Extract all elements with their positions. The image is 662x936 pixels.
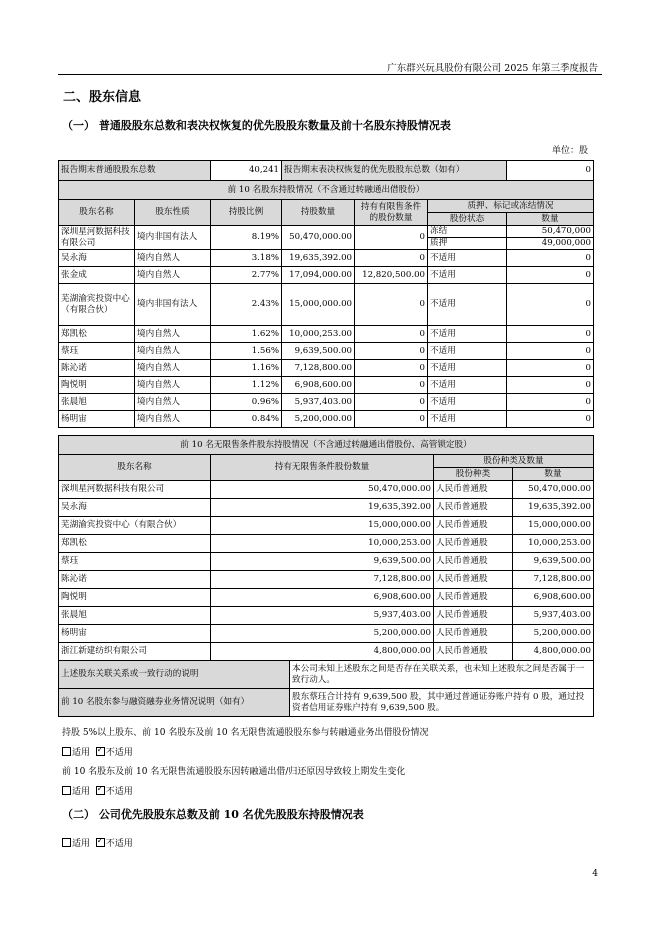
share-status-count: 0 (507, 267, 594, 284)
u-header-type-group: 股份种类及数量 (434, 455, 594, 468)
not-applicable-label: 不适用 (105, 787, 133, 797)
header-name: 股东名称 (59, 200, 135, 226)
share-status: 冻结 (428, 226, 507, 238)
section-title: 二、股东信息 (63, 90, 142, 105)
not-applicable-label: 不适用 (105, 839, 133, 849)
u-type: 人民币普通股 (434, 643, 513, 661)
unrestricted-shareholders-table (58, 435, 594, 717)
shareholder-nature: 境内自然人 (135, 377, 211, 394)
shareholder-ratio: 1.56% (211, 343, 282, 360)
u-qty: 7,128,800.00 (211, 571, 434, 589)
applicable-checkbox[interactable] (62, 838, 71, 847)
shareholder-nature: 境内自然人 (135, 394, 211, 411)
u-qty: 19,635,392.00 (211, 499, 434, 517)
header-ratio: 持股比例 (211, 200, 282, 226)
u-type: 人民币普通股 (434, 589, 513, 607)
summary-value-b: 0 (507, 161, 594, 181)
shareholder-name: 吴永海 (59, 250, 135, 267)
share-status: 不适用 (428, 360, 507, 377)
shareholder-ratio: 2.43% (211, 284, 282, 326)
applicable-checkbox[interactable] (62, 747, 71, 756)
checkbox-row-1 (62, 745, 133, 758)
share-status-count: 0 (507, 284, 594, 326)
u-type: 人民币普通股 (434, 481, 513, 499)
u-qty: 6,908,600.00 (211, 589, 434, 607)
u-header-name: 股东名称 (59, 455, 211, 481)
top10-shareholders-table (58, 160, 594, 428)
shareholder-restricted: 0 (355, 343, 428, 360)
share-status-count: 0 (507, 360, 594, 377)
shareholder-qty: 9,639,500.00 (282, 343, 355, 360)
report-header-title: 广东群兴玩具股份有限公司 2025 年第三季度报告 (387, 63, 598, 74)
u-type: 人民币普通股 (434, 625, 513, 643)
share-status: 不适用 (428, 377, 507, 394)
u-qty: 5,200,000.00 (211, 625, 434, 643)
subsection-title-2: （二） 公司优先股股东总数及前 10 名优先股股东持股情况表 (62, 808, 364, 821)
share-status-count: 0 (507, 377, 594, 394)
u-type: 人民币普通股 (434, 517, 513, 535)
subsection-title-1: （一） 普通股股东总数和表决权恢复的优先股股东数量及前十名股东持股情况表 (62, 119, 451, 132)
note-line-1: 持股 5%以上股东、前 10 名股东及前 10 名无限售流通股股东参与转融通业务出借股份情况 (62, 728, 429, 738)
u-name: 蔡珏 (59, 553, 211, 571)
u-name: 杨明宙 (59, 625, 211, 643)
shareholder-qty: 7,128,800.00 (282, 360, 355, 377)
shareholder-restricted: 0 (355, 394, 428, 411)
u-type: 人民币普通股 (434, 553, 513, 571)
share-status-count: 50,470,000 (507, 226, 594, 238)
u-name: 吴永海 (59, 499, 211, 517)
shareholder-name: 郑凯松 (59, 326, 135, 343)
u-count: 5,200,000.00 (513, 625, 594, 643)
shareholder-ratio: 0.84% (211, 411, 282, 428)
u-qty: 9,639,500.00 (211, 553, 434, 571)
u-count: 6,908,600.00 (513, 589, 594, 607)
shareholder-nature: 境内自然人 (135, 343, 211, 360)
share-status: 不适用 (428, 250, 507, 267)
header-qty: 持股数量 (282, 200, 355, 226)
u-count: 50,470,000.00 (513, 481, 594, 499)
related-text: 本公司未知上述股东之间是否存在关联关系，也未知上述股东之间是否属于一致行动人。 (290, 661, 594, 689)
u-qty: 4,800,000.00 (211, 643, 434, 661)
unit-label: 单位：股 (551, 146, 588, 156)
shareholder-qty: 6,908,600.00 (282, 377, 355, 394)
shareholder-restricted: 0 (355, 360, 428, 377)
not-applicable-checkbox-checked[interactable] (96, 838, 105, 847)
unrestricted-title: 前 10 名无限售条件股东持股情况（不含通过转融通出借股份、高管锁定股） (59, 436, 594, 455)
shareholder-ratio: 0.96% (211, 394, 282, 411)
not-applicable-checkbox-checked[interactable] (96, 747, 105, 756)
summary-label-a: 报告期末普通股股东总数 (59, 161, 211, 181)
u-count: 9,639,500.00 (513, 553, 594, 571)
shareholder-restricted: 0 (355, 284, 428, 326)
applicable-label: 适用 (72, 748, 91, 758)
shareholder-qty: 19,635,392.00 (282, 250, 355, 267)
share-status-count: 0 (507, 343, 594, 360)
u-type: 人民币普通股 (434, 571, 513, 589)
u-count: 10,000,253.00 (513, 535, 594, 553)
summary-label-b: 报告期末表决权恢复的优先股股东总数（如有） (282, 161, 507, 181)
shareholder-nature: 境内非国有法人 (135, 284, 211, 326)
shareholder-ratio: 2.77% (211, 267, 282, 284)
u-name: 深圳星河数据科技有限公司 (59, 481, 211, 499)
margin-text: 股东蔡珏合计持有 9,639,500 股，其中通过普通证券账户持有 0 股，通过投资者信用证券账户持有 9,639,500 股。 (290, 689, 594, 717)
shareholder-ratio: 1.62% (211, 326, 282, 343)
shareholder-name: 杨明宙 (59, 411, 135, 428)
u-qty: 10,000,253.00 (211, 535, 434, 553)
u-qty: 5,937,403.00 (211, 607, 434, 625)
shareholder-name: 陈沁诺 (59, 360, 135, 377)
u-qty: 50,470,000.00 (211, 481, 434, 499)
shareholder-ratio: 1.16% (211, 360, 282, 377)
applicable-label: 适用 (72, 787, 91, 797)
shareholder-ratio: 1.12% (211, 377, 282, 394)
not-applicable-label: 不适用 (105, 748, 133, 758)
share-status: 不适用 (428, 343, 507, 360)
shareholder-qty: 5,937,403.00 (282, 394, 355, 411)
shareholder-restricted: 0 (355, 250, 428, 267)
shareholder-name: 蔡珏 (59, 343, 135, 360)
margin-label: 前 10 名股东参与融资融券业务情况说明（如有） (59, 689, 290, 717)
note-line-2: 前 10 名股东及前 10 名无限售流通股股东因转融通出借/归还原因导致较上期发生变化 (62, 767, 406, 777)
shareholder-name: 陶悦明 (59, 377, 135, 394)
shareholder-nature: 境内自然人 (135, 360, 211, 377)
shareholder-restricted: 0 (355, 377, 428, 394)
share-status-count: 0 (507, 250, 594, 267)
page-number: 4 (592, 869, 598, 879)
shareholder-ratio: 8.19% (211, 226, 282, 250)
u-count: 15,000,000.00 (513, 517, 594, 535)
not-applicable-checkbox-checked[interactable] (96, 786, 105, 795)
share-status: 不适用 (428, 411, 507, 428)
applicable-label: 适用 (72, 839, 91, 849)
shareholder-restricted: 0 (355, 326, 428, 343)
share-status: 不适用 (428, 284, 507, 326)
header-restricted: 持有有限售条件的股份数量 (355, 200, 428, 226)
u-count: 5,937,403.00 (513, 607, 594, 625)
applicable-checkbox[interactable] (62, 786, 71, 795)
shareholder-name: 张晨旭 (59, 394, 135, 411)
u-type: 人民币普通股 (434, 535, 513, 553)
share-status-count: 0 (507, 411, 594, 428)
header-nature: 股东性质 (135, 200, 211, 226)
u-name: 郑凯松 (59, 535, 211, 553)
u-qty: 15,000,000.00 (211, 517, 434, 535)
top10-title: 前 10 名股东持股情况（不含通过转融通出借股份） (59, 181, 594, 200)
shareholder-qty: 5,200,000.00 (282, 411, 355, 428)
u-name: 陶悦明 (59, 589, 211, 607)
shareholder-qty: 50,470,000.00 (282, 226, 355, 250)
u-count: 4,800,000.00 (513, 643, 594, 661)
shareholder-nature: 境内自然人 (135, 250, 211, 267)
u-name: 张晨旭 (59, 607, 211, 625)
header-pledge: 质押、标记或冻结情况 (428, 200, 594, 213)
share-status: 质押 (428, 238, 507, 250)
checkbox-row-2 (62, 784, 133, 797)
shareholder-qty: 15,000,000.00 (282, 284, 355, 326)
u-header-type: 股份种类 (434, 468, 513, 481)
summary-value-a: 40,241 (211, 161, 282, 181)
u-type: 人民币普通股 (434, 499, 513, 517)
shareholder-ratio: 3.18% (211, 250, 282, 267)
u-header-qty: 持有无限售条件股份数量 (211, 455, 434, 481)
shareholder-qty: 10,000,253.00 (282, 326, 355, 343)
checkbox-row-3 (62, 836, 133, 849)
shareholder-name: 张金成 (59, 267, 135, 284)
u-header-count: 数量 (513, 468, 594, 481)
header-rule (58, 74, 602, 75)
shareholder-restricted: 0 (355, 411, 428, 428)
u-name: 浙江新建纺织有限公司 (59, 643, 211, 661)
shareholder-nature: 境内自然人 (135, 326, 211, 343)
u-type: 人民币普通股 (434, 607, 513, 625)
share-status: 不适用 (428, 267, 507, 284)
header-status: 股份状态 (428, 213, 507, 226)
u-name: 陈沁诺 (59, 571, 211, 589)
shareholder-nature: 境内自然人 (135, 411, 211, 428)
related-label: 上述股东关联关系或一致行动的说明 (59, 661, 290, 689)
share-status-count: 0 (507, 326, 594, 343)
shareholder-nature: 境内自然人 (135, 267, 211, 284)
share-status-count: 49,000,000 (507, 238, 594, 250)
header-count: 数量 (507, 213, 594, 226)
share-status-count: 0 (507, 394, 594, 411)
u-count: 19,635,392.00 (513, 499, 594, 517)
shareholder-qty: 17,094,000.00 (282, 267, 355, 284)
shareholder-name: 深圳星河数据科技有限公司 (59, 226, 135, 250)
shareholder-restricted: 12,820,500.00 (355, 267, 428, 284)
share-status: 不适用 (428, 394, 507, 411)
u-name: 芜湖渝宾投资中心（有限合伙） (59, 517, 211, 535)
share-status: 不适用 (428, 326, 507, 343)
u-count: 7,128,800.00 (513, 571, 594, 589)
shareholder-restricted: 0 (355, 226, 428, 250)
shareholder-name: 芜湖渝宾投资中心（有限合伙） (59, 284, 135, 326)
shareholder-nature: 境内非国有法人 (135, 226, 211, 250)
